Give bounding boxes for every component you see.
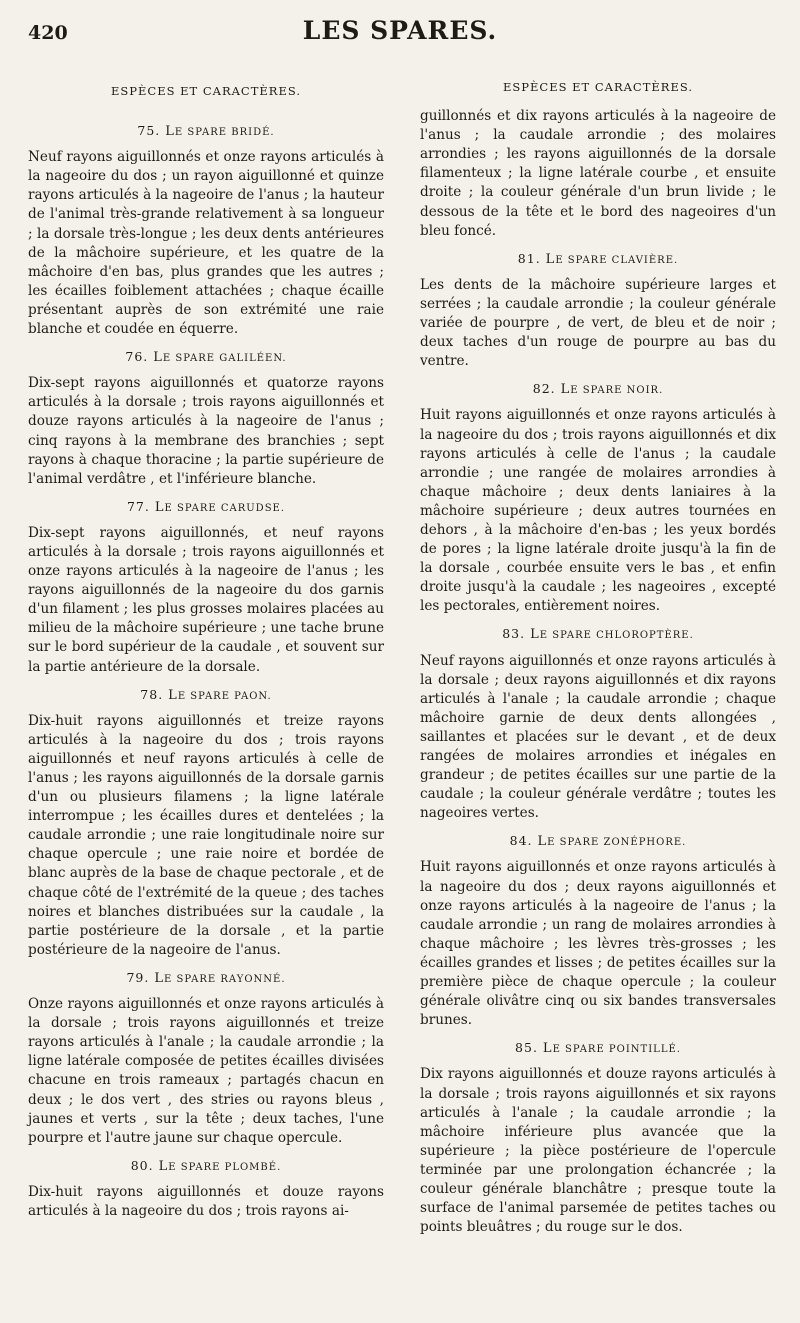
column-heading: ESPÈCES ET CARACTÈRES. xyxy=(111,84,301,98)
species-name: LE SPARE ZONÉPHORE. xyxy=(537,834,687,850)
species-description: Huit rayons aiguillonnés et onze rayons articulés à la nageoire du dos ; trois rayons aiguillonnés et dix rayons articulés à celle de l'anus ; la caudale arrondie ; une rangée de molaires arrondies à chaque mâchoire ; deux dents laniaires à la mâchoire supérieure ; deux autres tournées en dehors , à la mâchoire d'en-bas ; les yeux bordés de pores ; la ligne latérale droite jusqu'à la fin de la dorsale , courbée ensuite vers le bas , et enfin droite jusqu'à la caudale ; les nageoires , excepté les pectorales, entièrement noires. xyxy=(420,407,776,615)
species-description: Huit rayons aiguillonnés et onze rayons articulés à la nageoire du dos ; deux rayons aiguillonnés et onze rayons articulés à la nageoire de l'anus ; la caudale arrondie ; un rang de molaires arrondies à chaque mâchoire ; les lèvres très-grosses ; les écailles grandes et lisses ; de petites écailles sur la première pièce de chaque opercule ; la couleur générale olivâtre cinq ou six bandes transversales brunes. xyxy=(420,859,776,1029)
species-title xyxy=(28,497,384,518)
species-description: Dix-sept rayons aiguillonnés, et neuf rayons articulés à la dorsale ; trois rayons aiguillonnés et onze rayons articulés à la nageoire de l'anus ; les rayons aiguillonnés de la nageoire du dos garnis d'un filament ; les plus grosses molaires placées au milieu de la mâchoire supérieure ; une tache brune sur le bord supérieur de la caudale , et souvent sur la partie antérieure de la dorsale. xyxy=(28,524,384,675)
species-description: Dix-huit rayons aiguillonnés et douze rayons articulés à la nageoire du dos ; trois rayons ai- xyxy=(28,1183,384,1219)
species-entry xyxy=(28,121,384,339)
species-name: LE SPARE PLOMBÉ. xyxy=(158,1158,282,1174)
species-number: 84. xyxy=(509,833,533,849)
page-title: LES SPARES. xyxy=(302,16,498,45)
species-entry xyxy=(420,831,776,1030)
species-description: Neuf rayons aiguillonnés et onze rayons articulés à la dorsale ; deux rayons aiguillonnés et dix rayons articulés à l'anale ; la caudale arrondie ; chaque mâchoire garnie de deux dents allongées , saillantes et placées sur le devant , et de deux rangées de molaires arrondies et inégales en grandeur ; de petites écailles sur une partie de la caudale ; la couleur générale verdâtre ; toutes les nageoires vertes. xyxy=(420,652,776,822)
species-title xyxy=(28,685,384,706)
species-title xyxy=(28,347,384,368)
species-name: LE SPARE PAON. xyxy=(168,687,272,703)
species-entry xyxy=(420,1038,776,1237)
right-column xyxy=(420,82,776,1243)
species-entry xyxy=(28,968,384,1148)
column-heading: ESPÈCES ET CARACTÈRES. xyxy=(503,80,693,94)
species-description: Dix-huit rayons aiguillonnés et treize rayons articulés à la nageoire du dos ; trois rayons aiguillonnés et neuf rayons articulés à celle de l'anus ; les rayons aiguillonnés de la dorsale garnis d'un ou plusieurs filamens ; la ligne latérale interrompue ; les écailles dures et dentelées ; la caudale arrondie ; une raie longitudinale noire sur chaque opercule ; une raie noire et bordée de blanc auprès de la base de chaque pectorale , et de chaque côté de l'extrémité de la queue ; des taches noires et blanches distribuées sur la caudale , la partie postérieure de la dorsale , et la partie postérieure de la nageoire de l'anus. xyxy=(28,712,384,958)
species-number: 81. xyxy=(517,250,541,266)
species-number: 79. xyxy=(126,969,150,985)
species-number: 80. xyxy=(130,1157,154,1173)
species-name: LE SPARE POINTILLÉ. xyxy=(542,1041,681,1057)
species-title xyxy=(420,249,776,270)
species-number: 85. xyxy=(515,1040,538,1056)
species-entry xyxy=(28,347,384,489)
species-title xyxy=(420,624,776,645)
species-name: LE SPARE GALILÉEN. xyxy=(153,350,287,366)
continuation-text: guillonnés et dix rayons articulés à la nageoire de l'anus ; la caudale arrondie ; des molaires arrondies ; les rayons aiguillonnés de la dorsale filamenteux ; la ligne latérale courbe , et ensuite droite ; la couleur générale d'un brun livide ; le dessous de la tête et le bord des nageoires d'un bleu foncé. xyxy=(420,108,776,239)
species-entry xyxy=(420,624,776,823)
species-entry xyxy=(420,249,776,372)
species-name: LE SPARE RAYONNÉ. xyxy=(154,970,286,986)
species-number: 77. xyxy=(126,498,150,514)
species-number: 83. xyxy=(502,626,526,642)
species-name: LE SPARE NOIR. xyxy=(560,382,664,398)
species-title xyxy=(420,379,776,400)
species-name: LE SPARE CLAVIÈRE. xyxy=(545,251,679,267)
species-entry xyxy=(28,685,384,960)
species-number: 75. xyxy=(137,123,161,139)
species-name: LE SPARE BRIDÉ. xyxy=(165,124,275,140)
species-title xyxy=(420,831,776,852)
species-list xyxy=(420,249,776,1238)
species-title xyxy=(28,121,384,142)
species-title xyxy=(420,1038,776,1059)
species-description: Les dents de la mâchoire supérieure larges et serrées ; la caudale arrondie ; la couleur générale variée de pourpre , de vert, de bleu et de noir ; deux taches d'un rouge de pourpre au bas du ventre. xyxy=(420,276,776,370)
species-list xyxy=(28,121,384,1221)
species-entry xyxy=(28,497,384,677)
species-entry xyxy=(420,379,776,616)
species-number: 78. xyxy=(140,686,164,702)
page-header xyxy=(0,12,800,52)
species-description: Neuf rayons aiguillonnés et onze rayons articulés à la nageoire du dos ; un rayon aiguillonné et quinze rayons articulés à la nageoire de l'anus ; la hauteur de l'animal très-grande relativement à sa longueur ; la dorsale très-longue ; les deux dents antérieures de la mâchoire supérieure, et les quatre de la mâchoire d'en bas, plus grandes que les autres ; les écailles foiblement attachées ; chaque écaille présentant auprès de son extrémité une raie blanche et coudée en équerre. xyxy=(28,149,384,338)
left-column xyxy=(28,82,384,1227)
species-name: LE SPARE CHLOROPTÈRE. xyxy=(530,627,694,643)
species-description: Dix-sept rayons aiguillonnés et quatorze rayons articulés à la dorsale ; trois rayons aiguillonnés et douze rayons articulés à la nageoire de l'anus ; cinq rayons à la membrane des branchies ; sept rayons à chaque thoracine ; la partie supérieure de l'animal verdâtre , et l'inférieure blanche. xyxy=(28,375,384,487)
species-description: Dix rayons aiguillonnés et douze rayons articulés à la dorsale ; trois rayons aiguillonnés et six rayons articulés à l'anale ; la caudale arrondie ; la mâchoire inférieure plus avancée que la supérieure ; la pièce postérieure de l'opercule terminée par une prolongation échancrée ; la couleur générale blanchâtre ; presque toute la surface de l'animal parsemée de petites taches ou points bleuâtres ; du rouge sur le dos. xyxy=(420,1066,776,1236)
species-title xyxy=(28,968,384,989)
page-number: 420 xyxy=(28,22,68,44)
species-entry xyxy=(28,1156,384,1221)
species-number: 82. xyxy=(532,381,556,397)
species-description: Onze rayons aiguillonnés et onze rayons articulés à la dorsale ; trois rayons aiguillonnés et treize rayons articulés à l'anale ; la caudale arrondie ; la ligne latérale composée de petites écailles divisées chacune en trois rameaux ; partagés chacun en deux ; le dos vert , des stries ou rayons bleus , jaunes et verts , sur la tête ; deux taches, l'une pourpre et l'autre jaune sur chaque opercule. xyxy=(28,996,384,1146)
species-name: LE SPARE CARUDSE. xyxy=(154,499,286,515)
species-title xyxy=(28,1156,384,1177)
species-number: 76. xyxy=(125,349,149,365)
